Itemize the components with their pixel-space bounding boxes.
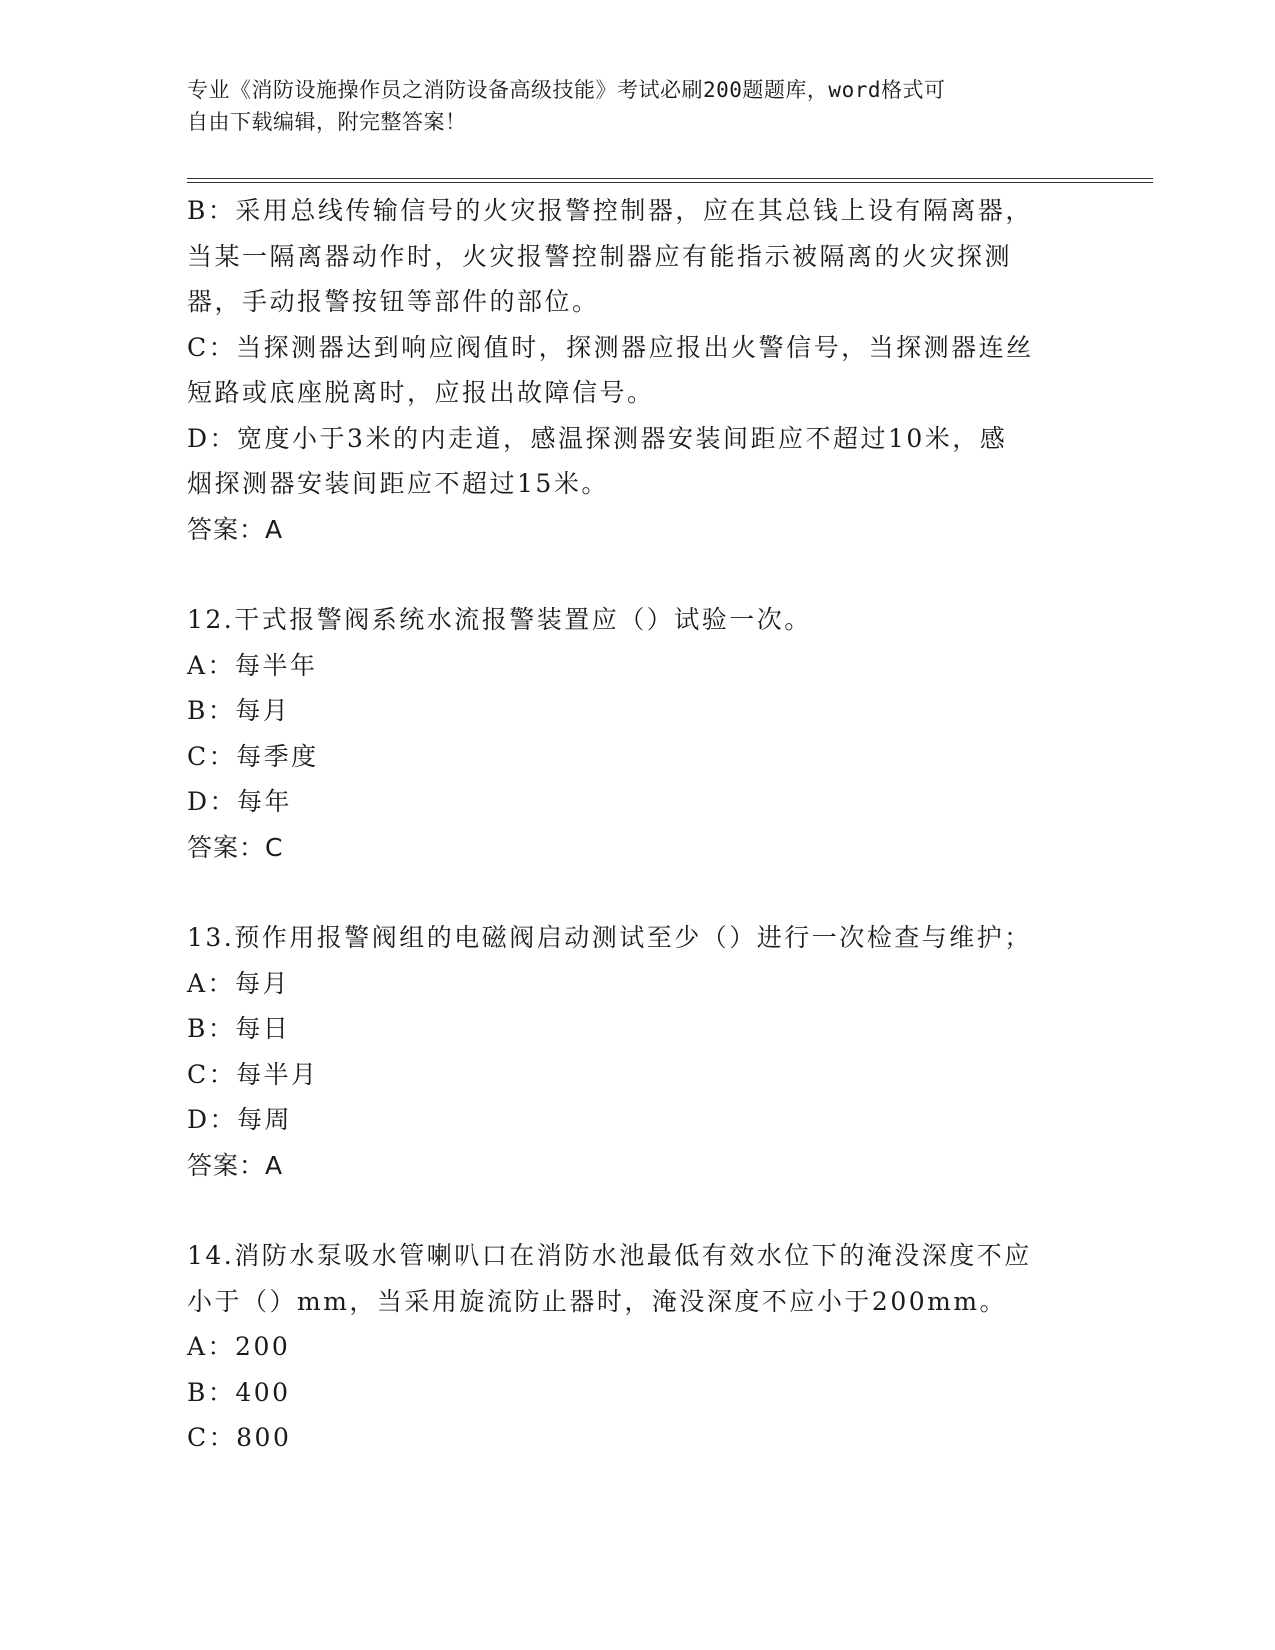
- q13-option-d: D：每周: [187, 1105, 293, 1134]
- q14-stem-line-1: 14.消防水泵吸水管喇叭口在消防水池最低有效水位下的淹没深度不应: [187, 1241, 1032, 1270]
- q13-option-c: C：每半月: [187, 1059, 319, 1089]
- question-content: [187, 188, 1067, 1461]
- header-divider-top: [187, 178, 1153, 179]
- document-header: [187, 74, 1067, 138]
- q14-option-c: C：800: [187, 1423, 292, 1452]
- q11-option-b-line-3: 器，手动报警按钮等部件的部位。: [187, 287, 600, 316]
- q12-stem: 12.干式报警阀系统水流报警装置应（）试验一次。: [187, 605, 812, 634]
- question-11-remainder: [187, 188, 1067, 552]
- q12-option-c: C：每季度: [187, 741, 319, 771]
- q11-option-b-line-1: B：采用总线传输信号的火灾报警控制器，应在其总钱上设有隔离器，: [187, 196, 1033, 225]
- q13-answer: 答案：A: [187, 1150, 284, 1180]
- q14-option-b: B：400: [187, 1377, 291, 1407]
- spacer: [187, 552, 1067, 597]
- q12-option-b: B：每月: [187, 696, 291, 725]
- q14-stem-line-2: 小于（）mm，当采用旋流防止器时，淹没深度不应小于200mm。: [187, 1286, 1008, 1316]
- q12-option-d: D：每年: [187, 787, 293, 816]
- q12-option-a: A：每半年: [187, 650, 318, 680]
- q11-option-b-line-2: 当某一隔离器动作时，火灾报警控制器应有能指示被隔离的火灾探测: [187, 241, 1013, 271]
- header-line-2: 自由下载编辑，附完整答案！: [187, 110, 467, 134]
- q11-option-d-line-2: 烟探测器安装间距应不超过15米。: [187, 469, 609, 498]
- q11-answer: 答案：A: [187, 514, 284, 544]
- question-14: [187, 1233, 1067, 1461]
- header-divider-bottom: [187, 182, 1153, 183]
- header-line-1: 专业《消防设施操作员之消防设备高级技能》考试必刷200题题库，word格式可: [187, 78, 946, 102]
- q13-stem: 13.预作用报警阀组的电磁阀启动测试至少（）进行一次检查与维护；: [187, 923, 1032, 952]
- spacer: [187, 1188, 1067, 1233]
- spacer: [187, 870, 1067, 915]
- q14-option-a: A：200: [187, 1332, 291, 1361]
- question-12: [187, 597, 1067, 870]
- q13-option-a: A：每月: [187, 968, 291, 998]
- q11-option-d-line-1: D：宽度小于3米的内走道，感温探测器安装间距应不超过10米，感: [187, 423, 1008, 453]
- question-13: [187, 915, 1067, 1188]
- q11-option-c-line-1: C：当探测器达到响应阀值时，探测器应报出火警信号，当探测器连丝: [187, 332, 1034, 362]
- q11-option-c-line-2: 短路或底座脱离时，应报出故障信号。: [187, 378, 655, 407]
- q12-answer: 答案：C: [187, 832, 284, 862]
- q13-option-b: B：每日: [187, 1014, 291, 1043]
